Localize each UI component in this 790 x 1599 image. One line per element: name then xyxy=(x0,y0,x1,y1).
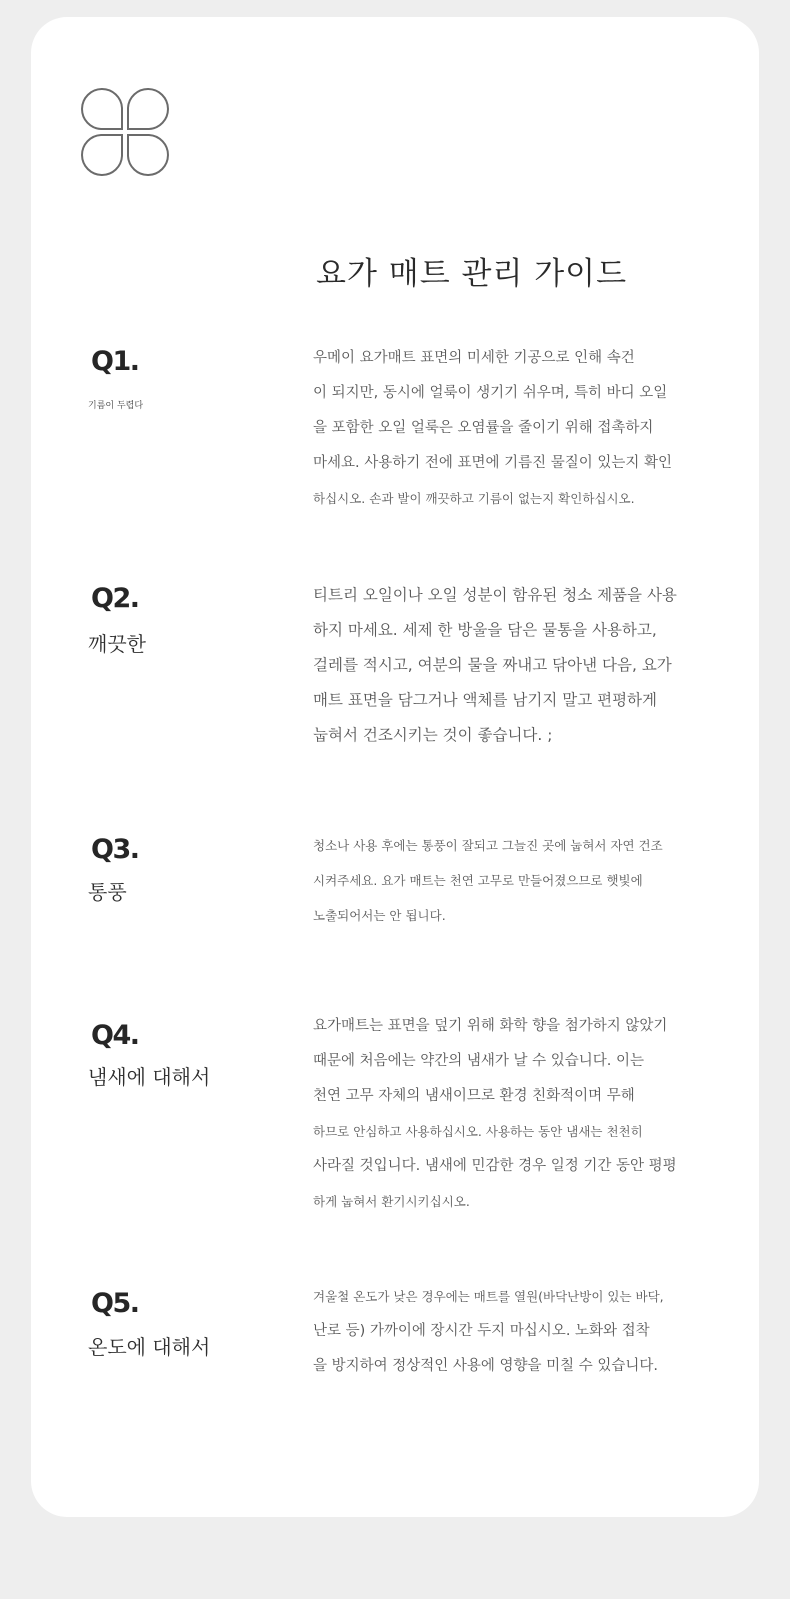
answer-line: 노출되어서는 안 됩니다. xyxy=(313,908,446,923)
question-subtitle: 통풍 xyxy=(88,880,127,904)
answer-text xyxy=(313,1009,693,1219)
answer-line: 요가매트는 표면을 덮기 위해 화학 향을 첨가하지 않았기 xyxy=(313,1018,668,1034)
question-number: Q5. xyxy=(91,1288,139,1319)
question-number: Q3. xyxy=(91,834,139,865)
answer-line: 겨울철 온도가 낮은 경우에는 매트를 열원(바닥난방이 있는 바닥, xyxy=(313,1289,664,1304)
answer-text xyxy=(313,578,693,753)
answer-line: 때문에 처음에는 약간의 냄새가 날 수 있습니다. 이는 xyxy=(313,1053,645,1069)
question-subtitle: 깨끗한 xyxy=(88,632,146,656)
question-number: Q4. xyxy=(91,1020,139,1051)
page-title: 요가 매트 관리 가이드 xyxy=(316,256,628,292)
answer-text xyxy=(313,828,693,933)
clover-logo-icon xyxy=(81,88,169,176)
answer-line: 마세요. 사용하기 전에 표면에 기름진 물질이 있는지 확인 xyxy=(313,455,673,471)
answer-line: 하게 눕혀서 환기시키십시오. xyxy=(313,1194,470,1209)
answer-line: 눕혀서 건조시키는 것이 좋습니다. ; xyxy=(313,726,553,744)
question-subtitle: 온도에 대해서 xyxy=(88,1335,211,1359)
answer-line: 을 방지하여 정상적인 사용에 영향을 미칠 수 있습니다. xyxy=(313,1358,659,1374)
answer-line: 천연 고무 자체의 냄새이므로 환경 친화적이며 무해 xyxy=(313,1088,635,1104)
question-subtitle: 냄새에 대해서 xyxy=(88,1065,211,1089)
answer-line: 을 포함한 오일 얼룩은 오염률을 줄이기 위해 접촉하지 xyxy=(313,420,654,436)
answer-line: 난로 등) 가까이에 장시간 두지 마십시오. 노화와 접착 xyxy=(313,1323,650,1339)
answer-line: 시켜주세요. 요가 매트는 천연 고무로 만들어졌으므로 햇빛에 xyxy=(313,873,643,888)
answer-line: 하지 마세요. 세제 한 방울을 담은 물통을 사용하고, xyxy=(313,621,657,639)
answer-line: 걸레를 적시고, 여분의 물을 짜내고 닦아낸 다음, 요가 xyxy=(313,656,672,674)
answer-line: 청소나 사용 후에는 통풍이 잘되고 그늘진 곳에 눕혀서 자연 건조 xyxy=(313,838,663,853)
answer-text xyxy=(313,1279,693,1384)
answer-line: 매트 표면을 담그거나 액체를 남기지 말고 편평하게 xyxy=(313,691,657,709)
question-number: Q1. xyxy=(91,346,139,377)
answer-line: 사라질 것입니다. 냄새에 민감한 경우 일정 기간 동안 평평 xyxy=(313,1158,677,1174)
question-number: Q2. xyxy=(91,583,139,614)
question-subtitle: 기름이 두렵다 xyxy=(88,401,144,411)
answer-text xyxy=(313,341,693,516)
answer-line: 티트리 오일이나 오일 성분이 함유된 청소 제품을 사용 xyxy=(313,586,677,604)
answer-line: 하므로 안심하고 사용하십시오. 사용하는 동안 냄새는 천천히 xyxy=(313,1124,643,1139)
answer-line: 우메이 요가매트 표면의 미세한 기공으로 인해 속건 xyxy=(313,350,635,366)
answer-line: 이 되지만, 동시에 얼룩이 생기기 쉬우며, 특히 바디 오일 xyxy=(313,385,668,401)
answer-line: 하십시오. 손과 발이 깨끗하고 기름이 없는지 확인하십시오. xyxy=(313,491,635,506)
